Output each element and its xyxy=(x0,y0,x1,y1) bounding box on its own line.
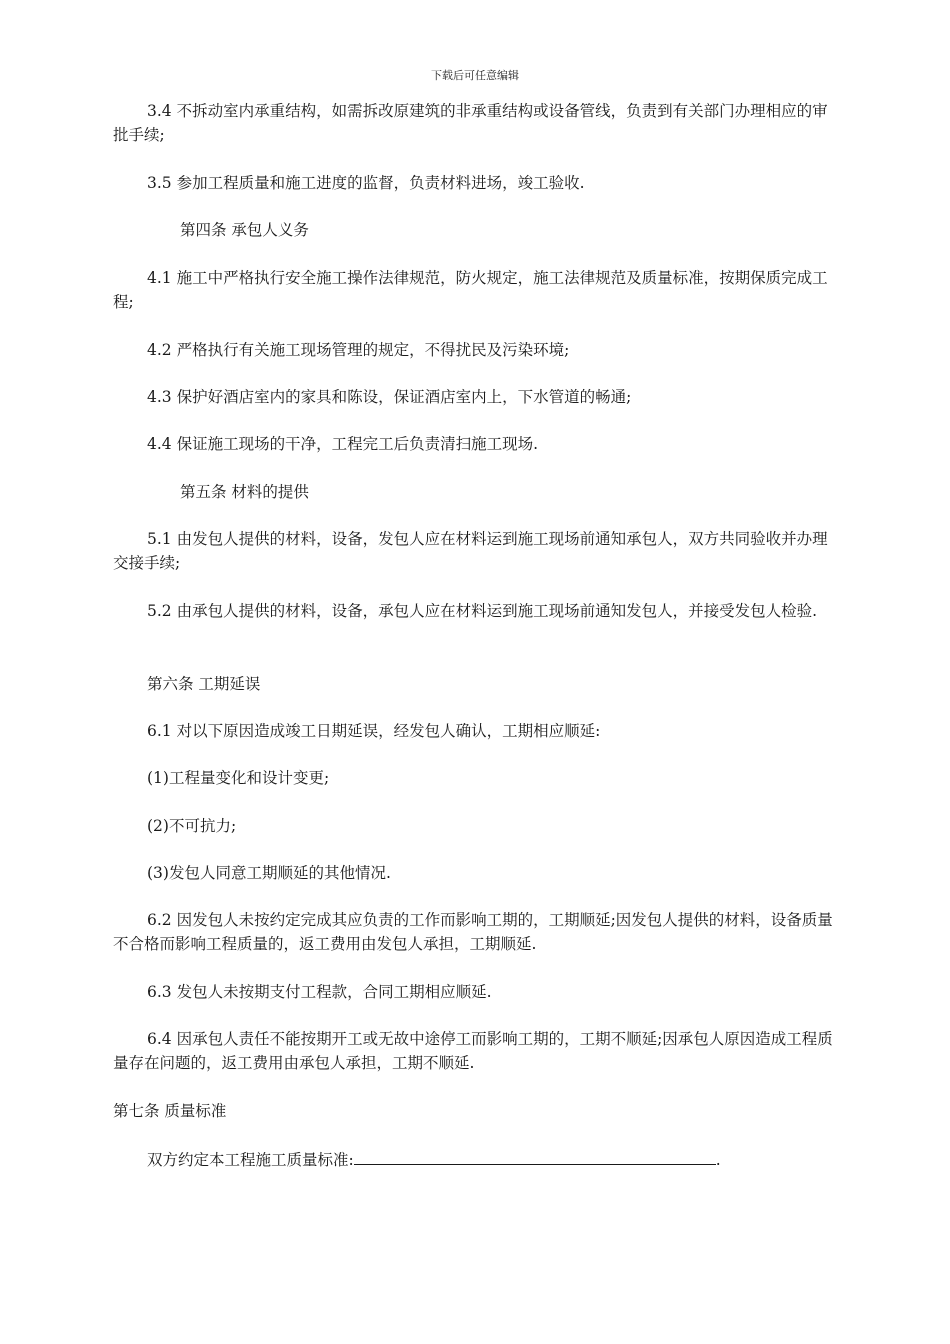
clause-4-4: 4.4 保证施工现场的干净，工程完工后负责清扫施工现场. xyxy=(147,435,539,453)
clause-6-1: 6.1 对以下原因造成竣工日期延误，经发包人确认，工期相应顺延: xyxy=(147,722,601,740)
clause-4-1: 4.1 施工中严格执行安全施工操作法律规范，防火规定，施工法律规范及质量标准，按期保质完成工程; xyxy=(113,269,828,311)
clause-4-2: 4.2 严格执行有关施工现场管理的规定，不得扰民及污染环境; xyxy=(147,341,570,359)
quality-standard-line xyxy=(147,1147,847,1172)
clause-3-4: 3.4 不拆动室内承重结构，如需拆改原建筑的非承重结构或设备管线，负责到有关部门办理相应的审批手续; xyxy=(113,102,828,144)
article-7-heading: 第七条 质量标准 xyxy=(113,1102,227,1120)
list-item-2: (2)不可抗力; xyxy=(147,817,237,835)
clause-5-1: 5.1 由发包人提供的材料，设备，发包人应在材料运到施工现场前通知承包人，双方共同验收并办理交接手续; xyxy=(113,530,828,572)
list-item-1: (1)工程量变化和设计变更; xyxy=(147,769,330,787)
clause-4-3: 4.3 保护好酒店室内的家具和陈设，保证酒店室内上，下水管道的畅通; xyxy=(147,388,632,406)
clause-6-4: 6.4 因承包人责任不能按期开工或无故中途停工而影响工期的，工期不顺延;因承包人原因造成工程质量存在问题的，返工费用由承包人承担，工期不顺延. xyxy=(113,1030,833,1072)
article-6-heading: 第六条 工期延误 xyxy=(147,675,261,693)
quality-standard-label: 双方约定本工程施工质量标准: xyxy=(147,1151,354,1169)
article-5-heading: 第五条 材料的提供 xyxy=(180,483,309,501)
quality-standard-blank xyxy=(354,1147,716,1165)
clause-5-2: 5.2 由承包人提供的材料，设备，承包人应在材料运到施工现场前通知发包人，并接受发包人检验. xyxy=(147,602,818,620)
page-header: 下载后可任意编辑 xyxy=(431,69,519,82)
list-item-3: (3)发包人同意工期顺延的其他情况. xyxy=(147,864,391,882)
clause-3-5: 3.5 参加工程质量和施工进度的监督，负责材料进场，竣工验收. xyxy=(147,174,585,192)
clause-6-2: 6.2 因发包人未按约定完成其应负责的工作而影响工期的，工期顺延;因发包人提供的材料，设备质量不合格而影响工程质量的，返工费用由发包人承担，工期顺延. xyxy=(113,911,833,953)
clause-6-3: 6.3 发包人未按期支付工程款，合同工期相应顺延. xyxy=(147,983,492,1001)
article-4-heading: 第四条 承包人义务 xyxy=(180,221,309,239)
quality-standard-end: . xyxy=(715,1151,721,1169)
